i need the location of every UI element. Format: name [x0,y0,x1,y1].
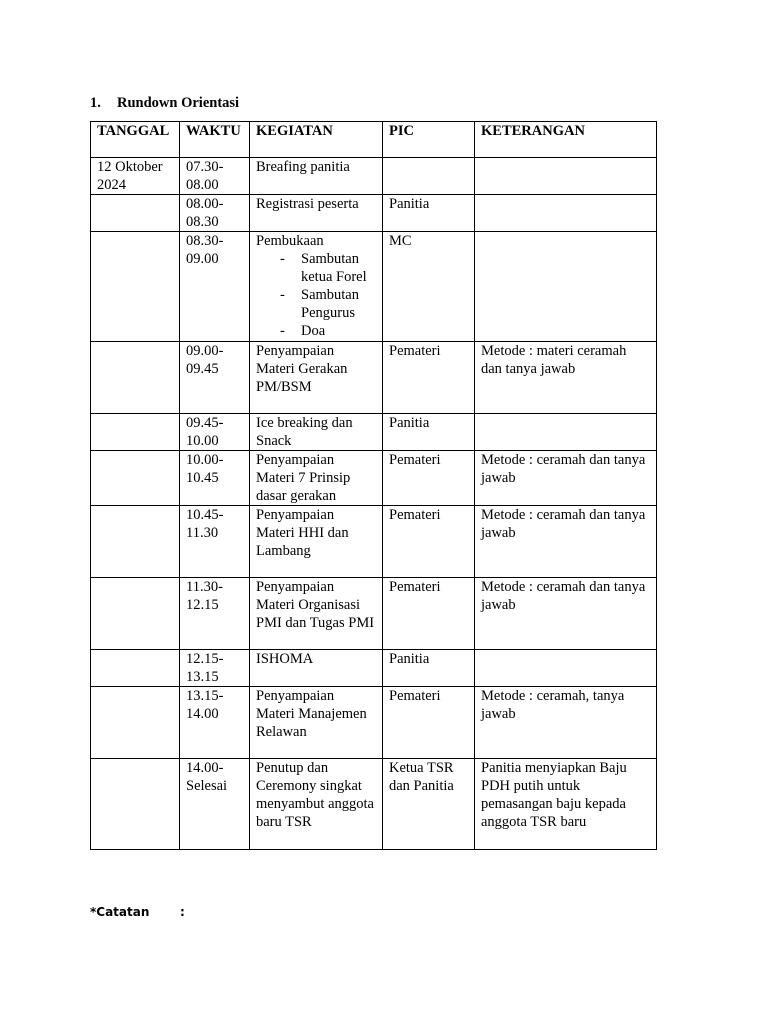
cell-keterangan [475,414,657,451]
cell-keterangan: Metode : ceramah dan tanya jawab [475,451,657,506]
kegiatan-title: Pembukaan [256,233,324,249]
cell-pic: Panitia [383,414,475,451]
cell-keterangan: Metode : ceramah dan tanya jawab [475,506,657,578]
cell-keterangan: Panitia menyiapkan Baju PDH putih untuk pemasangan baju kepada anggota TSR baru [475,759,657,850]
section-number: 1. [90,95,101,111]
cell-keterangan [475,158,657,195]
cell-keterangan [475,232,657,342]
cell-keterangan [475,650,657,687]
table-header-row [91,122,657,158]
cell-keterangan: Metode : ceramah dan tanya jawab [475,578,657,650]
cell-tanggal [91,451,180,506]
cell-waktu: 14.00-Selesai [180,759,250,850]
cell-pic: Ketua TSR dan Panitia [383,759,475,850]
cell-tanggal [91,342,180,414]
cell-pic: Pemateri [383,451,475,506]
cell-kegiatan: ISHOMA [250,650,383,687]
cell-waktu: 11.30-12.15 [180,578,250,650]
table-row [91,414,657,451]
cell-kegiatan: Penyampaian Materi Organisasi PMI dan Tugas PMI [250,578,383,650]
cell-waktu: 08.00-08.30 [180,195,250,232]
cell-waktu: 08.30-09.00 [180,232,250,342]
cell-waktu: 07.30-08.00 [180,158,250,195]
cell-kegiatan: Breafing panitia [250,158,383,195]
cell-pic: Panitia [383,195,475,232]
cell-pic: MC [383,232,475,342]
cell-kegiatan: Registrasi peserta [250,195,383,232]
cell-tanggal [91,195,180,232]
list-item: - Doa [276,322,376,340]
cell-kegiatan [250,232,383,342]
cell-kegiatan: Penyampaian Materi HHI dan Lambang [250,506,383,578]
cell-keterangan: Metode : materi ceramah dan tanya jawab [475,342,657,414]
catatan-colon: : [180,905,185,919]
header-keterangan: KETERANGAN [475,122,657,158]
cell-tanggal [91,687,180,759]
header-tanggal: TANGGAL [91,122,180,158]
cell-kegiatan: Penyampaian Materi Gerakan PM/BSM [250,342,383,414]
section-heading [90,94,239,112]
table-row [91,232,657,342]
cell-tanggal [91,650,180,687]
cell-waktu: 09.45-10.00 [180,414,250,451]
table-row [91,578,657,650]
table-row [91,195,657,232]
cell-tanggal [91,232,180,342]
table-row [91,158,657,195]
catatan-label: *Catatan [90,905,150,919]
header-pic: PIC [383,122,475,158]
cell-keterangan: Metode : ceramah, tanya jawab [475,687,657,759]
cell-pic: Panitia [383,650,475,687]
cell-waktu: 10.45-11.30 [180,506,250,578]
cell-waktu: 10.00-10.45 [180,451,250,506]
table-row [91,687,657,759]
cell-tanggal [91,578,180,650]
kegiatan-sublist [256,250,376,340]
table-row [91,759,657,850]
section-title: Rundown Orientasi [117,95,240,111]
cell-waktu: 09.00-09.45 [180,342,250,414]
catatan-note [90,905,185,919]
cell-pic: Pemateri [383,342,475,414]
cell-pic: Pemateri [383,506,475,578]
cell-tanggal: 12 Oktober 2024 [91,158,180,195]
cell-kegiatan: Penutup dan Ceremony singkat menyambut anggota baru TSR [250,759,383,850]
list-item: - Sambutan ketua Forel [276,250,376,286]
cell-kegiatan: Penyampaian Materi 7 Prinsip dasar gerakan [250,451,383,506]
table-row [91,506,657,578]
table-row [91,650,657,687]
cell-tanggal [91,506,180,578]
rundown-table [90,121,657,850]
cell-pic [383,158,475,195]
header-kegiatan: KEGIATAN [250,122,383,158]
cell-keterangan [475,195,657,232]
cell-waktu: 12.15-13.15 [180,650,250,687]
cell-kegiatan: Penyampaian Materi Manajemen Relawan [250,687,383,759]
cell-kegiatan: Ice breaking dan Snack [250,414,383,451]
header-waktu: WAKTU [180,122,250,158]
cell-tanggal [91,414,180,451]
cell-pic: Pemateri [383,578,475,650]
table-row [91,451,657,506]
cell-tanggal [91,759,180,850]
list-item: - Sambutan Pengurus [276,286,376,322]
table-row [91,342,657,414]
cell-waktu: 13.15-14.00 [180,687,250,759]
cell-pic: Pemateri [383,687,475,759]
